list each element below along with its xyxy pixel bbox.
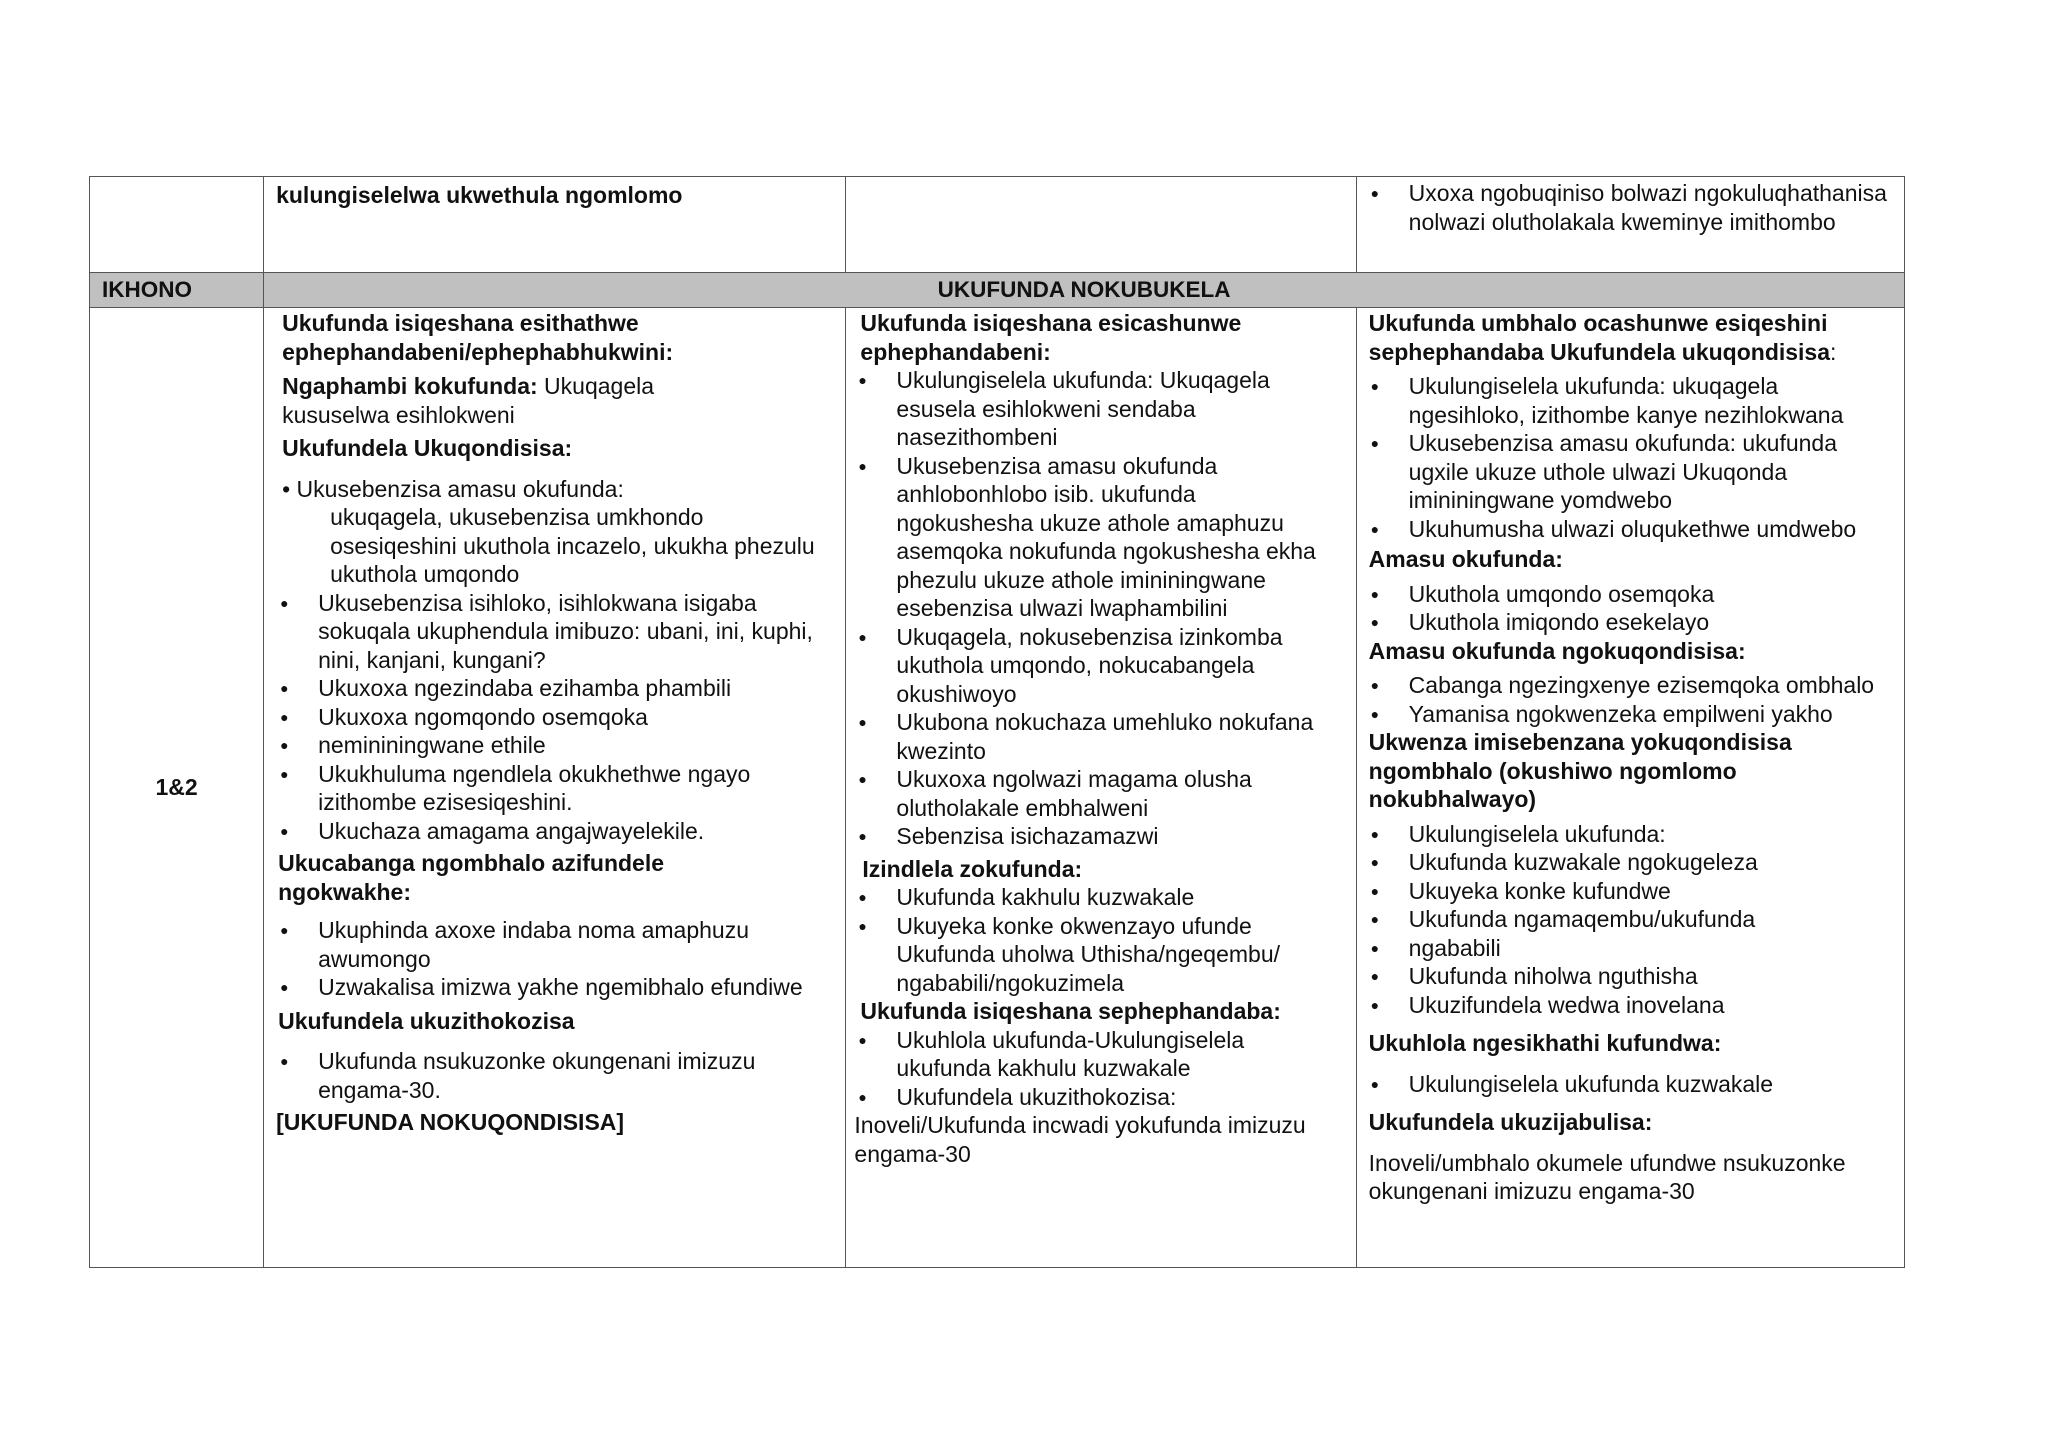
list-item: ● Ukuthola umqondo osemqoka (1369, 580, 1896, 609)
think-heading: Ukucabanga ngombhalo azifundele ngokwakhe: (278, 850, 665, 905)
week-number: 1&2 (155, 774, 198, 800)
top-col4-list (1357, 177, 1904, 236)
list-item: ● Ukulungiselela ukufunda: Ukuqagela esusela esihlokweni sendaba nasezithombeni (856, 366, 1335, 452)
skill-label: IKHONO (102, 277, 192, 302)
list-item: ● Ukulungiselela ukufunda: ukuqagela ngesihloko, izithombe kanye nezihlokwana (1369, 372, 1896, 429)
enjoy-list (278, 1047, 845, 1104)
list-item: ● Ukuyeka konke okwenzayo ufunde Ukufunda uholwa Uthisha/ngeqembu/ ngababili/ngokuzimela (856, 912, 1315, 998)
col4-title-suffix: : (1830, 338, 1837, 365)
list-item: ● Ukuzifundela wedwa inovelana (1369, 991, 1896, 1020)
top-col2-cell (264, 177, 846, 273)
pre-reading-text: Ukuqagela kususelwa esihlokweni (282, 373, 655, 428)
paper-tail: Inoveli/Ukufunda incwadi yokufunda imizuzu engama-30 (854, 1112, 1306, 1167)
paper-list (856, 1026, 1355, 1112)
list-item: ● Ukufunda ngamaqembu/ukufunda (1369, 905, 1896, 934)
top-col2-text: kulungiselelwa ukwethula ngomlomo (276, 182, 683, 208)
list-item: ● Ukusebenzisa isihloko, isihlokwana isigaba sokuqala ukuphendula imibuzo: ubani, ini, kuphi, nini, kanjani, kungani? (278, 589, 815, 675)
strategies-line: • Ukusebenzisa amasu okufunda: (282, 475, 624, 502)
col4-enjoy-text: Inoveli/umbhalo okumele ufundwe nsukuzonke okungenani imizuzu engama-30 (1368, 1149, 1846, 1204)
col4-list (1369, 372, 1896, 543)
col2-content (264, 308, 845, 1137)
col3-list (856, 366, 1355, 851)
col4-check-list (1369, 1070, 1896, 1099)
strategies-indent: ukuqagela, ukusebenzisa umkhondo osesiqeshini ukuthola incazelo, ukukha phezulu ukuthola umqondo (330, 504, 815, 587)
week-cell (90, 308, 264, 1268)
list-item: ● Ukuchaza amagama angajwayelekile. (278, 817, 815, 846)
list-item: ● Ukuxoxa ngolwazi magama olusha olutholakale embhalweni (856, 765, 1335, 822)
list-item: ● Ukuqagela, nokusebenzisa izinkomba ukuthola umqondo, nokucabangela okushiwoyo (856, 623, 1335, 709)
list-item: ● Ukuhumusha ulwazi oluqukethwe umdwebo (1369, 515, 1896, 544)
table-header-row (90, 273, 1905, 308)
col3-title: Ukufunda isiqeshana esicashunwe ephephandabeni: (860, 310, 1242, 365)
table-row-content (90, 308, 1905, 1268)
list-item: ● Uzwakalisa imizwa yakhe ngemibhalo efundiwe (278, 973, 805, 1002)
list-item: ● Ukufundela ukuzithokozisa: (856, 1083, 1315, 1112)
col4-title: Ukufunda umbhalo ocashunwe esiqeshini sephephandaba Ukufundela ukuqondisisa (1368, 310, 1831, 365)
col4-strategies-list (1369, 580, 1896, 637)
col2-pre-reading (282, 372, 845, 429)
col4-enjoy-heading: Ukufundela ukuzijabulisa: (1368, 1109, 1653, 1135)
col4-tasks-list (1369, 820, 1896, 1020)
list-item: ● Ukuxoxa ngomqondo osemqoka (278, 703, 815, 732)
list-item: ● Ukufunda niholwa nguthisha (1369, 962, 1896, 991)
section-title-cell (264, 273, 1905, 308)
col4-comp-list (1369, 671, 1896, 728)
col4-cell (1356, 308, 1904, 1268)
list-item: ● Ukufunda nsukuzonke okungenani imizuzu engama-30. (278, 1047, 815, 1104)
paper-heading: Ukufunda isiqeshana sephephandaba: (860, 998, 1281, 1024)
col2-title: Ukufunda isiqeshana esithathwe ephephandabeni/ephephabhukwini: (282, 310, 674, 365)
lesson-plan-table (89, 176, 1905, 1268)
col4-tasks-heading: Ukwenza imisebenzana yokuqondisisa ngombhalo (okushiwo ngomlomo nokubhalwayo) (1368, 729, 1792, 812)
top-col4-cell (1356, 177, 1904, 273)
list-item: ● nemininingwane ethile (278, 731, 815, 760)
list-item: ● Ukuyeka konke kufundwe (1369, 877, 1896, 906)
list-item: ● Ukusebenzisa amasu okufunda: ukufunda ugxile ukuze uthole ulwazi Ukuqonda imininingwane yomdwebo (1369, 429, 1896, 515)
methods-heading: Izindlela zokufunda: (862, 855, 1083, 882)
col3-cell (846, 308, 1356, 1268)
list-item: ● Ukuphinda axoxe indaba noma amaphuzu awumongo (278, 916, 805, 973)
list-item: ● Ukufunda kuzwakale ngokugeleza (1369, 848, 1896, 877)
enjoy-heading: Ukufundela ukuzithokozisa (278, 1007, 575, 1034)
col3-content (846, 308, 1355, 1168)
list-item: ● Uxoxa ngobuqiniso bolwazi ngokuluqhathanisa nolwazi olutholakala kweminye imithombo (1369, 179, 1904, 236)
think-list (278, 916, 845, 1002)
list-item: ● Ukuhlola ukufunda-Ukulungiselela ukufunda kakhulu kuzwakale (856, 1026, 1315, 1083)
methods-list (856, 883, 1355, 997)
comp-heading: Ukufundela Ukuqondisisa: (282, 435, 573, 461)
skill-label-cell (90, 273, 264, 308)
list-item: ● Ukubona nokuchaza umehluko nokufana kwezinto (856, 708, 1335, 765)
pre-reading-label: Ngaphambi kokufunda: (282, 373, 538, 399)
top-empty-cell (90, 177, 264, 273)
list-item: ● Ukufunda kakhulu kuzwakale (856, 883, 1315, 912)
list-item: ● Ukuxoxa ngezindaba ezihamba phambili (278, 674, 815, 703)
list-item: ● Ukuthola imiqondo esekelayo (1369, 608, 1896, 637)
list-item: ● Ukukhuluma ngendlela okukhethwe ngayo izithombe ezisesiqeshini. (278, 760, 815, 817)
list-item: ● Ukulungiselela ukufunda: (1369, 820, 1896, 849)
table-row-top (90, 177, 1905, 273)
col4-content (1357, 308, 1904, 1206)
list-item: ● Cabanga ngezingxenye ezisemqoka ombhalo (1369, 671, 1896, 700)
section-title: UKUFUNDA NOKUBUKELA (937, 277, 1231, 302)
col2-list (278, 589, 845, 846)
list-item: ● Yamanisa ngokwenzeka empilweni yakho (1369, 700, 1896, 729)
list-item: ● Ukusebenzisa amasu okufunda anhlobonhlobo isib. ukufunda ngokushesha ukuze athole amaphuzu asemqoka nokufunda ngokushesha ekha phezulu ukuze athole imininingwane esebenzisa ulwazi lwaphambilini (856, 452, 1335, 623)
col2-cell (264, 308, 846, 1268)
top-col3-cell (846, 177, 1356, 273)
list-item: ● ngababili (1369, 934, 1896, 963)
list-item: ● Ukulungiselela ukufunda kuzwakale (1369, 1070, 1896, 1099)
col4-check-heading: Ukuhlola ngesikhathi kufundwa: (1368, 1030, 1722, 1056)
col2-footer: [UKUFUNDA NOKUQONDISISA] (276, 1109, 625, 1135)
list-item: ● Sebenzisa isichazamazwi (856, 822, 1335, 851)
col4-comp-heading: Amasu okufunda ngokuqondisisa: (1368, 637, 1746, 664)
col4-title-wrap (1369, 309, 1896, 366)
col4-strategies-heading: Amasu okufunda: (1368, 546, 1563, 572)
